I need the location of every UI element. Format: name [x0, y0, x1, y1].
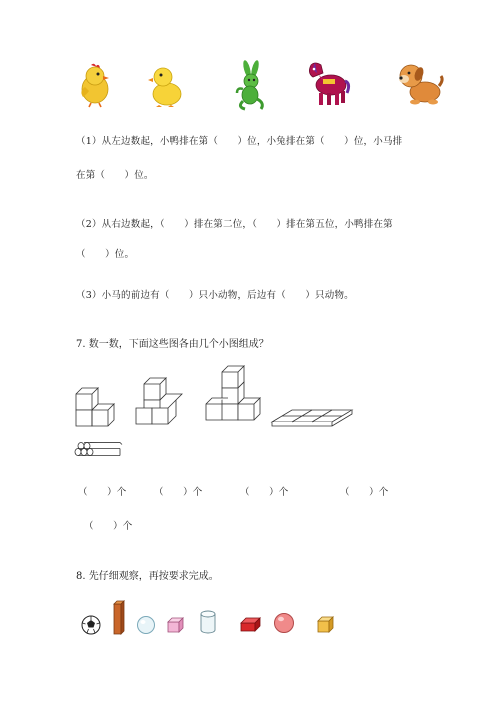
- shape-row: [76, 598, 356, 638]
- q7-blank-1: （ ）个: [78, 487, 127, 498]
- q6-part2-line2: （ ）位。: [76, 249, 135, 260]
- figure-2: [136, 378, 182, 424]
- figure-4: [272, 410, 352, 426]
- q7-blank-3: （ ）个: [240, 487, 289, 498]
- figure-3: [206, 366, 260, 420]
- q8-title: 8. 先仔细观察，再按要求完成。: [76, 571, 219, 582]
- q6-part1-line1: （1）从左边数起，小鸭排在第（ ）位，小兔排在第（ ）位，小马排: [76, 136, 403, 147]
- pink-cube-icon: [166, 616, 186, 634]
- yellow-cube-icon: [316, 614, 336, 634]
- q7-blank-5: （ ）个: [84, 521, 133, 532]
- rabbit-icon: [233, 61, 269, 109]
- q6-part2-line1: （2）从右边数起，（ ）排在第二位，（ ）排在第五位，小鸭排在第: [76, 219, 393, 230]
- q7-blank-4: （ ）个: [340, 487, 389, 498]
- figure-1: [76, 388, 114, 426]
- q6-part3: （3）小马的前边有（ ）只小动物，后边有（ ）只动物。: [76, 290, 354, 301]
- q6-part1-line2: 在第（ ）位。: [76, 170, 154, 181]
- red-ball-icon: [273, 612, 295, 634]
- duck-icon: [149, 65, 183, 107]
- q7-title: 7. 数一数，下面这些图各由几个小图组成？: [76, 339, 269, 350]
- soccer-ball-icon: [80, 614, 102, 636]
- q7-blank-2: （ ）个: [154, 487, 203, 498]
- chick-icon: [77, 63, 113, 107]
- horse-icon: [305, 61, 349, 107]
- cylinder-icon: [199, 610, 217, 634]
- tall-box-icon: [112, 600, 126, 636]
- figure-5: [75, 443, 122, 456]
- dog-icon: [397, 62, 443, 106]
- sphere-icon: [136, 615, 156, 635]
- animal-row: [0, 55, 500, 115]
- cube-figures: [74, 366, 364, 462]
- red-box-icon: [239, 615, 263, 633]
